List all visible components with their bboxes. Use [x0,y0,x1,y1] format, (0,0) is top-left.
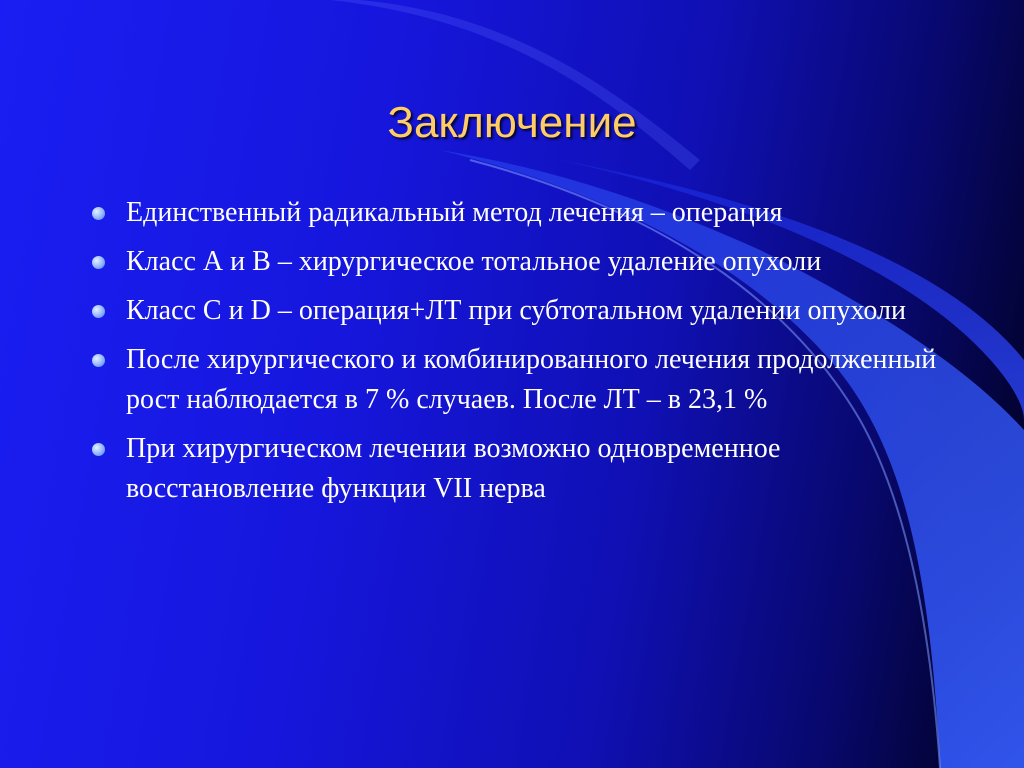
bullet-list [90,193,950,518]
bullet-text: Единственный радикальный метод лечения – операция [126,197,783,228]
bullet-item [90,429,950,509]
slide-title: Заключение [387,98,637,147]
bullet-text: Класс С и D – операция+ЛТ при субтотальном удалении опухоли [126,295,906,326]
bullet-item [90,242,950,282]
bullet-item [90,291,950,331]
bullet-text: Класс А и В – хирургическое тотальное удаление опухоли [126,246,822,277]
bullet-dot-icon [92,354,105,367]
bullet-dot-icon [92,207,105,220]
bullet-dot-icon [92,305,105,318]
bullet-dot-icon [92,443,105,456]
bullet-text: При хирургическом лечении возможно одновременное восстановление функции VII нерва [126,433,781,504]
bullet-dot-icon [92,256,105,269]
bullet-text: После хирургического и комбинированного лечения продолженный рост наблюдается в 7 % случаев. После ЛТ – в 23,1 % [126,344,937,415]
bullet-item [90,340,950,420]
bullet-item [90,193,950,233]
